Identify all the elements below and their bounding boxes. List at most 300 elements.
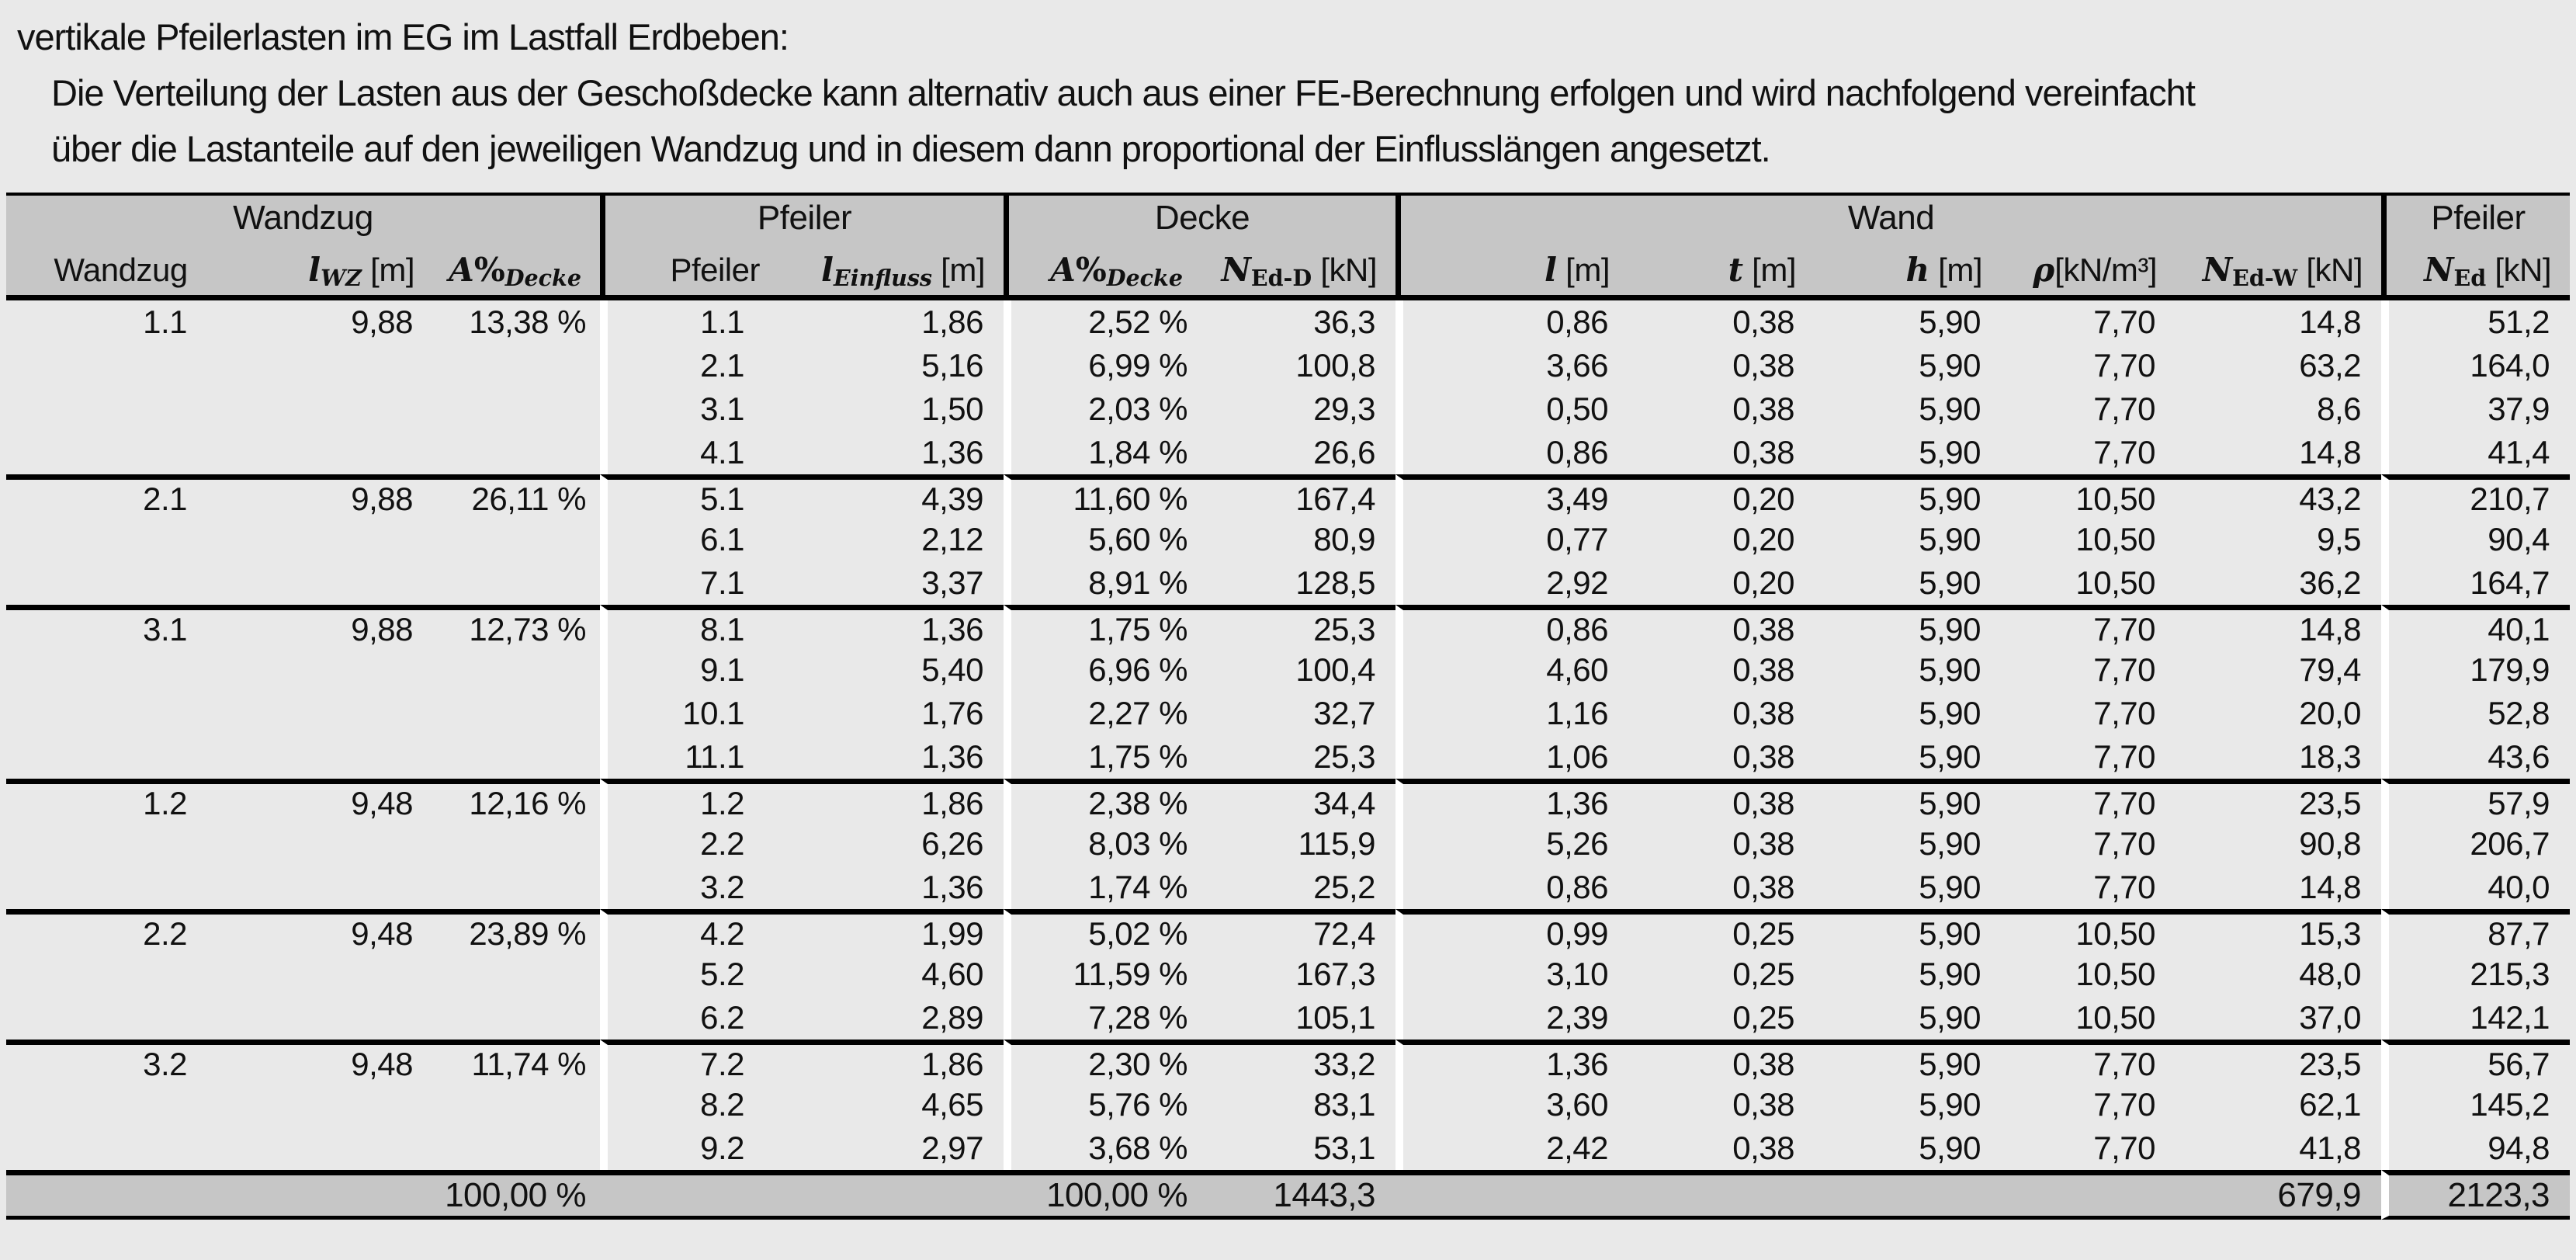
cell-a_pct_decke: 2,38 % — [1004, 779, 1201, 822]
cell-n_ed: 164,7 — [2381, 561, 2570, 605]
cell-a_pct_wz: 23,89 % — [433, 909, 600, 953]
pfeilerlasten-table — [6, 193, 2570, 1220]
cell-rho: 7,70 — [2001, 1083, 2176, 1126]
cell-n_ed_d: 33,2 — [1201, 1040, 1395, 1083]
cell-t: 0,25 — [1628, 953, 1815, 996]
cell-l_wz — [235, 518, 433, 561]
cell-t: 0,38 — [1628, 300, 1815, 344]
cell-h: 5,90 — [1815, 431, 2001, 474]
table-foot — [6, 1170, 2570, 1220]
cell-pfeiler: 7.1 — [600, 561, 778, 605]
cell-l: 1,36 — [1395, 1040, 1628, 1083]
cell-t: 0,38 — [1628, 387, 1815, 431]
cell-t: 0,20 — [1628, 474, 1815, 518]
cell-h: 5,90 — [1815, 692, 2001, 735]
cell-l_einfluss: 1,36 — [778, 866, 1004, 909]
table-row — [6, 431, 2570, 474]
cell-t: 0,20 — [1628, 561, 1815, 605]
table-row — [6, 344, 2570, 387]
cell-a_pct_decke: 8,03 % — [1004, 822, 1201, 866]
cell-n_ed_w: 43,2 — [2176, 474, 2381, 518]
cell-a_pct_decke: 3,68 % — [1004, 1126, 1201, 1170]
cell-n_ed_w: 23,5 — [2176, 779, 2381, 822]
cell-l_einfluss: 5,40 — [778, 648, 1004, 692]
cell-a_pct_wz: 11,74 % — [433, 1040, 600, 1083]
note-line-2: über die Lastanteile auf den jeweiligen Wandzug und in diesem dann proportional der Einflusslängen angesetzt. — [51, 128, 1770, 169]
table-row — [6, 648, 2570, 692]
cell-l: 3,66 — [1395, 344, 1628, 387]
foot-n_ed: 2123,3 — [2381, 1170, 2570, 1220]
col-header-l_wz: lWZ [m] — [235, 241, 433, 300]
cell-n_ed_d: 26,6 — [1201, 431, 1395, 474]
cell-l: 4,60 — [1395, 648, 1628, 692]
cell-wandzug — [6, 692, 235, 735]
cell-n_ed_d: 167,4 — [1201, 474, 1395, 518]
cell-l_wz: 9,88 — [235, 474, 433, 518]
cell-l_einfluss: 2,12 — [778, 518, 1004, 561]
cell-n_ed_w: 36,2 — [2176, 561, 2381, 605]
cell-rho: 10,50 — [2001, 561, 2176, 605]
cell-h: 5,90 — [1815, 735, 2001, 779]
table-row — [6, 1126, 2570, 1170]
cell-n_ed: 37,9 — [2381, 387, 2570, 431]
cell-n_ed_d: 29,3 — [1201, 387, 1395, 431]
cell-h: 5,90 — [1815, 1040, 2001, 1083]
cell-a_pct_decke: 7,28 % — [1004, 996, 1201, 1040]
table-row — [6, 735, 2570, 779]
cell-a_pct_decke: 1,84 % — [1004, 431, 1201, 474]
cell-pfeiler: 3.2 — [600, 866, 778, 909]
cell-h: 5,90 — [1815, 1083, 2001, 1126]
cell-n_ed_d: 25,3 — [1201, 735, 1395, 779]
cell-a_pct_wz — [433, 735, 600, 779]
cell-pfeiler: 10.1 — [600, 692, 778, 735]
cell-a_pct_wz: 26,11 % — [433, 474, 600, 518]
col-header-t: t [m] — [1628, 241, 1815, 300]
cell-pfeiler: 2.1 — [600, 344, 778, 387]
cell-n_ed_d: 80,9 — [1201, 518, 1395, 561]
cell-n_ed_w: 9,5 — [2176, 518, 2381, 561]
cell-a_pct_wz — [433, 561, 600, 605]
note-line-1: Die Verteilung der Lasten aus der Geschoßdecke kann alternativ auch aus einer FE-Berechnung erfolgen und wird nachfolgend vereinfacht — [51, 72, 2195, 113]
cell-l_wz: 9,48 — [235, 779, 433, 822]
cell-wandzug — [6, 518, 235, 561]
cell-n_ed_d: 100,8 — [1201, 344, 1395, 387]
table-row — [6, 909, 2570, 953]
cell-l_wz — [235, 953, 433, 996]
cell-rho: 7,70 — [2001, 779, 2176, 822]
cell-l: 0,86 — [1395, 866, 1628, 909]
col-header-a_pct_decke: A%Decke — [1004, 241, 1201, 300]
cell-l: 0,86 — [1395, 605, 1628, 648]
cell-l_wz — [235, 735, 433, 779]
foot-l_wz — [235, 1170, 433, 1220]
cell-l_einfluss: 5,16 — [778, 344, 1004, 387]
table-row — [6, 953, 2570, 996]
cell-l_wz — [235, 822, 433, 866]
cell-t: 0,38 — [1628, 431, 1815, 474]
cell-wandzug: 1.1 — [6, 300, 235, 344]
cell-t: 0,38 — [1628, 344, 1815, 387]
cell-wandzug — [6, 344, 235, 387]
cell-t: 0,38 — [1628, 735, 1815, 779]
cell-rho: 7,70 — [2001, 735, 2176, 779]
cell-rho: 7,70 — [2001, 300, 2176, 344]
cell-l: 5,26 — [1395, 822, 1628, 866]
cell-t: 0,38 — [1628, 605, 1815, 648]
cell-h: 5,90 — [1815, 996, 2001, 1040]
cell-a_pct_wz — [433, 431, 600, 474]
foot-a_pct_decke: 100,00 % — [1004, 1170, 1201, 1220]
cell-a_pct_decke: 11,59 % — [1004, 953, 1201, 996]
cell-pfeiler: 4.2 — [600, 909, 778, 953]
cell-n_ed_w: 23,5 — [2176, 1040, 2381, 1083]
cell-n_ed: 145,2 — [2381, 1083, 2570, 1126]
cell-a_pct_decke: 6,96 % — [1004, 648, 1201, 692]
cell-a_pct_wz — [433, 822, 600, 866]
cell-n_ed_w: 14,8 — [2176, 300, 2381, 344]
cell-wandzug: 2.1 — [6, 474, 235, 518]
foot-a_pct_wz: 100,00 % — [433, 1170, 600, 1220]
cell-l_einfluss: 1,86 — [778, 300, 1004, 344]
cell-wandzug: 3.2 — [6, 1040, 235, 1083]
cell-a_pct_decke: 1,75 % — [1004, 605, 1201, 648]
cell-t: 0,38 — [1628, 866, 1815, 909]
cell-pfeiler: 5.2 — [600, 953, 778, 996]
cell-l: 3,60 — [1395, 1083, 1628, 1126]
cell-h: 5,90 — [1815, 648, 2001, 692]
foot-l_einfluss — [778, 1170, 1004, 1220]
cell-l: 1,16 — [1395, 692, 1628, 735]
cell-a_pct_wz — [433, 866, 600, 909]
cell-n_ed_w: 14,8 — [2176, 431, 2381, 474]
cell-n_ed: 41,4 — [2381, 431, 2570, 474]
cell-n_ed_w: 63,2 — [2176, 344, 2381, 387]
cell-wandzug — [6, 996, 235, 1040]
cell-wandzug — [6, 866, 235, 909]
cell-l: 3,10 — [1395, 953, 1628, 996]
table-row — [6, 1083, 2570, 1126]
cell-pfeiler: 2.2 — [600, 822, 778, 866]
group-header-pfeiler-4: Pfeiler — [2381, 193, 2570, 241]
cell-l: 0,50 — [1395, 387, 1628, 431]
cell-t: 0,38 — [1628, 822, 1815, 866]
cell-n_ed: 94,8 — [2381, 1126, 2570, 1170]
totals-row — [6, 1170, 2570, 1220]
cell-a_pct_wz: 13,38 % — [433, 300, 600, 344]
title-block — [6, 0, 2570, 193]
cell-l_einfluss: 1,86 — [778, 1040, 1004, 1083]
cell-l_einfluss: 1,36 — [778, 431, 1004, 474]
cell-n_ed_d: 25,2 — [1201, 866, 1395, 909]
cell-n_ed: 43,6 — [2381, 735, 2570, 779]
cell-rho: 7,70 — [2001, 1040, 2176, 1083]
cell-a_pct_wz: 12,73 % — [433, 605, 600, 648]
cell-t: 0,38 — [1628, 692, 1815, 735]
cell-l_einfluss: 1,99 — [778, 909, 1004, 953]
foot-t — [1628, 1170, 1815, 1220]
cell-a_pct_decke: 2,52 % — [1004, 300, 1201, 344]
cell-rho: 10,50 — [2001, 996, 2176, 1040]
cell-rho: 7,70 — [2001, 648, 2176, 692]
cell-l_wz — [235, 866, 433, 909]
cell-pfeiler: 7.2 — [600, 1040, 778, 1083]
cell-rho: 7,70 — [2001, 866, 2176, 909]
foot-l — [1395, 1170, 1628, 1220]
cell-rho: 7,70 — [2001, 1126, 2176, 1170]
cell-n_ed_d: 115,9 — [1201, 822, 1395, 866]
cell-l_einfluss: 1,76 — [778, 692, 1004, 735]
table-head — [6, 193, 2570, 300]
cell-h: 5,90 — [1815, 953, 2001, 996]
table-row — [6, 692, 2570, 735]
cell-rho: 7,70 — [2001, 344, 2176, 387]
cell-a_pct_wz — [433, 1083, 600, 1126]
cell-n_ed_d: 32,7 — [1201, 692, 1395, 735]
cell-wandzug — [6, 953, 235, 996]
cell-n_ed_d: 25,3 — [1201, 605, 1395, 648]
cell-pfeiler: 8.1 — [600, 605, 778, 648]
table-row — [6, 996, 2570, 1040]
cell-rho: 10,50 — [2001, 518, 2176, 561]
cell-pfeiler: 4.1 — [600, 431, 778, 474]
cell-a_pct_decke: 5,76 % — [1004, 1083, 1201, 1126]
cell-a_pct_decke: 1,75 % — [1004, 735, 1201, 779]
cell-n_ed_w: 14,8 — [2176, 866, 2381, 909]
cell-l_wz: 9,88 — [235, 605, 433, 648]
cell-rho: 10,50 — [2001, 909, 2176, 953]
col-header-a_pct_wz: A%Decke — [433, 241, 600, 300]
cell-n_ed: 87,7 — [2381, 909, 2570, 953]
cell-n_ed_w: 18,3 — [2176, 735, 2381, 779]
cell-n_ed: 56,7 — [2381, 1040, 2570, 1083]
cell-rho: 7,70 — [2001, 692, 2176, 735]
cell-n_ed_d: 72,4 — [1201, 909, 1395, 953]
cell-l: 3,49 — [1395, 474, 1628, 518]
group-header-row — [6, 193, 2570, 241]
cell-a_pct_wz — [433, 692, 600, 735]
cell-a_pct_decke: 2,30 % — [1004, 1040, 1201, 1083]
table-row — [6, 474, 2570, 518]
table-row — [6, 605, 2570, 648]
cell-n_ed_d: 100,4 — [1201, 648, 1395, 692]
cell-wandzug — [6, 822, 235, 866]
cell-n_ed: 142,1 — [2381, 996, 2570, 1040]
cell-pfeiler: 9.1 — [600, 648, 778, 692]
group-header-wandzug-0: Wandzug — [6, 193, 600, 241]
cell-pfeiler: 1.1 — [600, 300, 778, 344]
cell-h: 5,90 — [1815, 605, 2001, 648]
table-row — [6, 387, 2570, 431]
cell-wandzug — [6, 1126, 235, 1170]
cell-wandzug — [6, 387, 235, 431]
cell-a_pct_decke: 5,60 % — [1004, 518, 1201, 561]
cell-l_wz — [235, 561, 433, 605]
cell-n_ed: 164,0 — [2381, 344, 2570, 387]
cell-l_einfluss: 1,86 — [778, 779, 1004, 822]
cell-rho: 10,50 — [2001, 953, 2176, 996]
cell-n_ed_d: 83,1 — [1201, 1083, 1395, 1126]
cell-n_ed_w: 48,0 — [2176, 953, 2381, 996]
foot-pfeiler — [600, 1170, 778, 1220]
cell-pfeiler: 9.2 — [600, 1126, 778, 1170]
cell-t: 0,38 — [1628, 1040, 1815, 1083]
cell-a_pct_decke: 2,27 % — [1004, 692, 1201, 735]
cell-l_wz: 9,48 — [235, 909, 433, 953]
cell-a_pct_wz — [433, 518, 600, 561]
cell-a_pct_wz — [433, 953, 600, 996]
cell-n_ed: 51,2 — [2381, 300, 2570, 344]
cell-l_einfluss: 6,26 — [778, 822, 1004, 866]
cell-n_ed_w: 62,1 — [2176, 1083, 2381, 1126]
cell-l_wz — [235, 1126, 433, 1170]
cell-n_ed_w: 20,0 — [2176, 692, 2381, 735]
cell-h: 5,90 — [1815, 822, 2001, 866]
cell-n_ed_d: 105,1 — [1201, 996, 1395, 1040]
page-title: vertikale Pfeilerlasten im EG im Lastfall Erdbeben: — [17, 16, 789, 57]
cell-n_ed_w: 15,3 — [2176, 909, 2381, 953]
cell-a_pct_decke: 8,91 % — [1004, 561, 1201, 605]
cell-l_einfluss: 1,36 — [778, 735, 1004, 779]
cell-a_pct_wz — [433, 1126, 600, 1170]
cell-l: 1,06 — [1395, 735, 1628, 779]
cell-n_ed: 40,0 — [2381, 866, 2570, 909]
cell-n_ed: 90,4 — [2381, 518, 2570, 561]
cell-h: 5,90 — [1815, 866, 2001, 909]
cell-l_wz — [235, 692, 433, 735]
cell-a_pct_decke: 2,03 % — [1004, 387, 1201, 431]
foot-rho — [2001, 1170, 2176, 1220]
cell-l_einfluss: 4,60 — [778, 953, 1004, 996]
col-header-l: l [m] — [1395, 241, 1628, 300]
cell-pfeiler: 3.1 — [600, 387, 778, 431]
cell-n_ed: 179,9 — [2381, 648, 2570, 692]
table-row — [6, 866, 2570, 909]
table-row — [6, 1040, 2570, 1083]
group-header-pfeiler-1: Pfeiler — [600, 193, 1004, 241]
cell-h: 5,90 — [1815, 1126, 2001, 1170]
cell-wandzug — [6, 735, 235, 779]
cell-n_ed_d: 167,3 — [1201, 953, 1395, 996]
group-header-decke-2: Decke — [1004, 193, 1395, 241]
foot-n_ed_w: 679,9 — [2176, 1170, 2381, 1220]
cell-pfeiler: 6.1 — [600, 518, 778, 561]
cell-a_pct_wz — [433, 996, 600, 1040]
cell-n_ed_w: 37,0 — [2176, 996, 2381, 1040]
table-row — [6, 779, 2570, 822]
cell-t: 0,38 — [1628, 1126, 1815, 1170]
cell-wandzug — [6, 431, 235, 474]
cell-a_pct_wz — [433, 648, 600, 692]
cell-rho: 7,70 — [2001, 387, 2176, 431]
cell-n_ed: 40,1 — [2381, 605, 2570, 648]
foot-wandzug — [6, 1170, 235, 1220]
cell-pfeiler: 8.2 — [600, 1083, 778, 1126]
cell-wandzug — [6, 1083, 235, 1126]
table-row — [6, 822, 2570, 866]
cell-rho: 7,70 — [2001, 431, 2176, 474]
cell-l_wz — [235, 387, 433, 431]
table-body — [6, 300, 2570, 1170]
col-header-n_ed_w: NEd-W [kN] — [2176, 241, 2381, 300]
cell-h: 5,90 — [1815, 561, 2001, 605]
cell-wandzug — [6, 561, 235, 605]
cell-a_pct_decke: 5,02 % — [1004, 909, 1201, 953]
cell-l_wz — [235, 996, 433, 1040]
cell-l: 2,92 — [1395, 561, 1628, 605]
cell-n_ed: 206,7 — [2381, 822, 2570, 866]
table-row — [6, 518, 2570, 561]
cell-t: 0,25 — [1628, 909, 1815, 953]
cell-n_ed: 210,7 — [2381, 474, 2570, 518]
cell-l: 0,99 — [1395, 909, 1628, 953]
cell-n_ed: 52,8 — [2381, 692, 2570, 735]
cell-rho: 7,70 — [2001, 605, 2176, 648]
col-header-pfeiler: Pfeiler — [600, 241, 778, 300]
cell-h: 5,90 — [1815, 300, 2001, 344]
cell-l: 1,36 — [1395, 779, 1628, 822]
cell-t: 0,38 — [1628, 779, 1815, 822]
cell-n_ed_d: 53,1 — [1201, 1126, 1395, 1170]
cell-a_pct_wz — [433, 387, 600, 431]
cell-n_ed_w: 90,8 — [2176, 822, 2381, 866]
cell-n_ed_d: 36,3 — [1201, 300, 1395, 344]
cell-wandzug: 1.2 — [6, 779, 235, 822]
cell-h: 5,90 — [1815, 474, 2001, 518]
foot-h — [1815, 1170, 2001, 1220]
cell-n_ed: 57,9 — [2381, 779, 2570, 822]
cell-l: 2,39 — [1395, 996, 1628, 1040]
cell-pfeiler: 11.1 — [600, 735, 778, 779]
cell-n_ed_w: 14,8 — [2176, 605, 2381, 648]
cell-l_einfluss: 4,65 — [778, 1083, 1004, 1126]
cell-n_ed_w: 41,8 — [2176, 1126, 2381, 1170]
table-row — [6, 561, 2570, 605]
cell-l: 0,86 — [1395, 431, 1628, 474]
cell-a_pct_decke: 1,74 % — [1004, 866, 1201, 909]
col-header-n_ed_d: NEd-D [kN] — [1201, 241, 1395, 300]
cell-l: 2,42 — [1395, 1126, 1628, 1170]
cell-a_pct_decke: 11,60 % — [1004, 474, 1201, 518]
cell-l_wz — [235, 344, 433, 387]
cell-l_wz — [235, 1083, 433, 1126]
cell-l_wz: 9,88 — [235, 300, 433, 344]
cell-wandzug: 3.1 — [6, 605, 235, 648]
cell-pfeiler: 6.2 — [600, 996, 778, 1040]
cell-l_einfluss: 4,39 — [778, 474, 1004, 518]
cell-t: 0,38 — [1628, 1083, 1815, 1126]
cell-l_einfluss: 3,37 — [778, 561, 1004, 605]
cell-h: 5,90 — [1815, 779, 2001, 822]
cell-wandzug: 2.2 — [6, 909, 235, 953]
cell-a_pct_wz — [433, 344, 600, 387]
cell-l_einfluss: 1,50 — [778, 387, 1004, 431]
cell-h: 5,90 — [1815, 909, 2001, 953]
cell-rho: 7,70 — [2001, 822, 2176, 866]
column-header-row — [6, 241, 2570, 300]
cell-l: 0,77 — [1395, 518, 1628, 561]
cell-l_wz — [235, 431, 433, 474]
col-header-n_ed: NEd [kN] — [2381, 241, 2570, 300]
cell-t: 0,38 — [1628, 648, 1815, 692]
cell-pfeiler: 1.2 — [600, 779, 778, 822]
cell-l: 0,86 — [1395, 300, 1628, 344]
cell-wandzug — [6, 648, 235, 692]
col-header-wandzug: Wandzug — [6, 241, 235, 300]
cell-h: 5,90 — [1815, 387, 2001, 431]
cell-l_wz: 9,48 — [235, 1040, 433, 1083]
cell-l_wz — [235, 648, 433, 692]
